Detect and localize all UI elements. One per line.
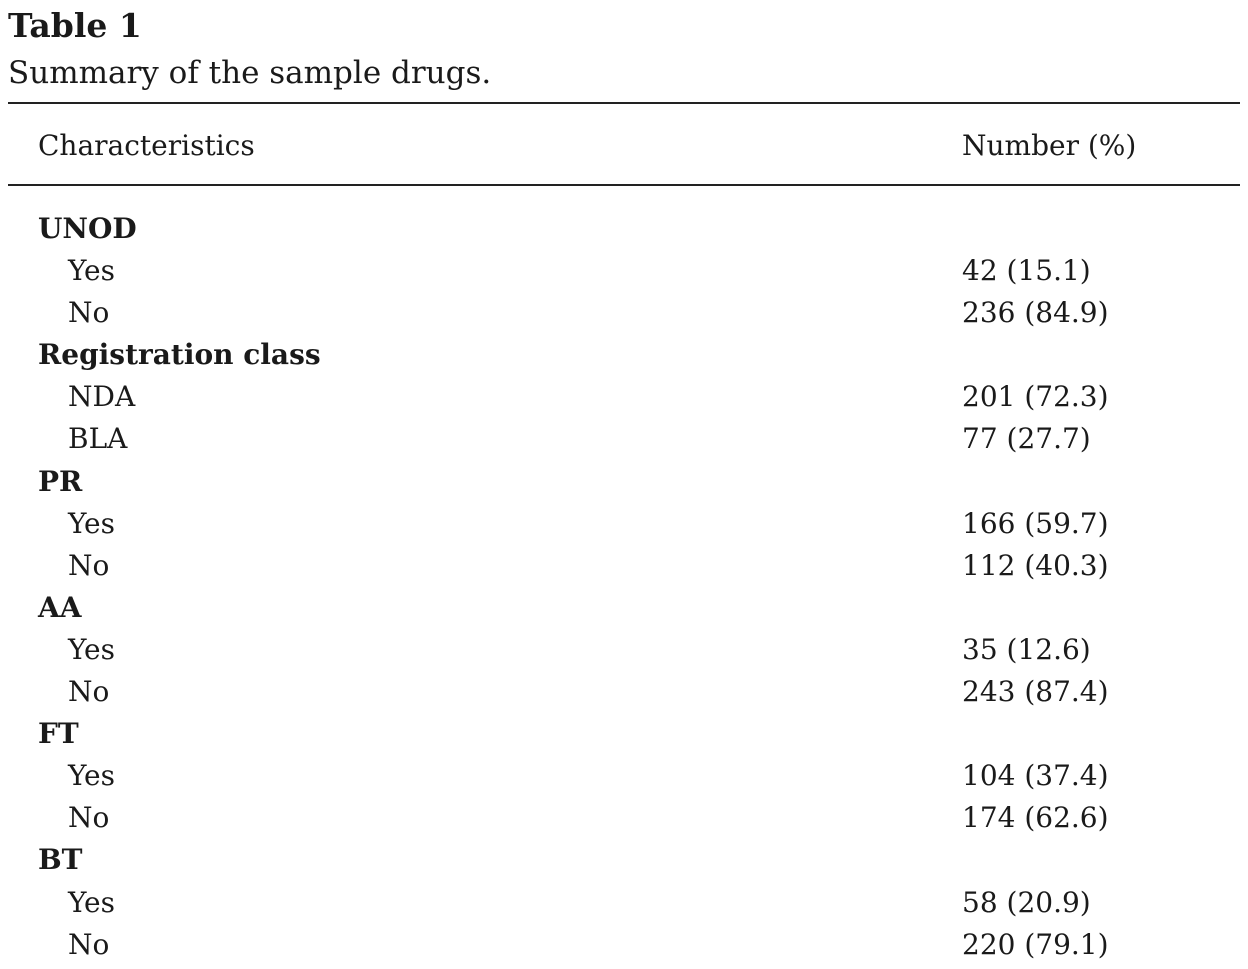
table-group-row — [0, 334, 1248, 376]
row-label: Yes — [68, 254, 115, 288]
row-value: 174 (62.6) — [962, 801, 1109, 835]
row-label: NDA — [68, 380, 136, 414]
table-row — [0, 545, 1248, 587]
row-value: 201 (72.3) — [962, 380, 1109, 414]
row-value: 166 (59.7) — [962, 506, 1109, 540]
top-rule — [8, 102, 1240, 104]
group-label: UNOD — [38, 212, 137, 245]
row-value: 77 (27.7) — [962, 422, 1091, 456]
table-row — [0, 418, 1248, 460]
row-label: No — [68, 801, 110, 835]
group-label: Registration class — [38, 338, 321, 372]
row-label: Yes — [68, 885, 115, 919]
table-row — [0, 292, 1248, 334]
row-value: 112 (40.3) — [962, 548, 1109, 582]
table-row — [0, 629, 1248, 671]
row-value: 42 (15.1) — [962, 254, 1091, 288]
table-group-row — [0, 713, 1248, 755]
row-label: No — [68, 548, 110, 582]
row-value: 58 (20.9) — [962, 885, 1091, 919]
column-header-number: Number (%) — [962, 129, 1137, 162]
table-row — [0, 924, 1248, 966]
row-label: Yes — [68, 759, 115, 793]
row-value: 220 (79.1) — [962, 927, 1109, 961]
table-group-row — [0, 839, 1248, 881]
table-row — [0, 250, 1248, 292]
table-group-row — [0, 461, 1248, 503]
row-label: BLA — [68, 422, 128, 456]
table-group-row — [0, 587, 1248, 629]
group-label: PR — [38, 464, 83, 498]
table-row — [0, 376, 1248, 418]
table-row — [0, 755, 1248, 797]
row-label: No — [68, 927, 110, 961]
row-value: 236 (84.9) — [962, 296, 1109, 330]
table-row — [0, 797, 1248, 839]
row-label: No — [68, 675, 110, 709]
group-label: AA — [38, 590, 82, 624]
row-label: Yes — [68, 506, 115, 540]
row-label: Yes — [68, 632, 115, 666]
table-caption-label: Table 1 — [8, 6, 142, 45]
table-body — [0, 208, 1248, 966]
row-label: No — [68, 296, 110, 330]
table-caption-text: Summary of the sample drugs. — [8, 55, 492, 91]
row-value: 35 (12.6) — [962, 632, 1091, 666]
table-row — [0, 503, 1248, 545]
group-label: BT — [38, 843, 83, 877]
table-row — [0, 882, 1248, 924]
table-row — [0, 671, 1248, 713]
row-value: 243 (87.4) — [962, 675, 1109, 709]
table-group-row — [0, 208, 1248, 250]
group-label: FT — [38, 717, 79, 751]
row-value: 104 (37.4) — [962, 759, 1109, 793]
column-header-characteristics: Characteristics — [38, 129, 255, 162]
header-rule — [8, 184, 1240, 186]
table-header-row — [0, 124, 1248, 168]
